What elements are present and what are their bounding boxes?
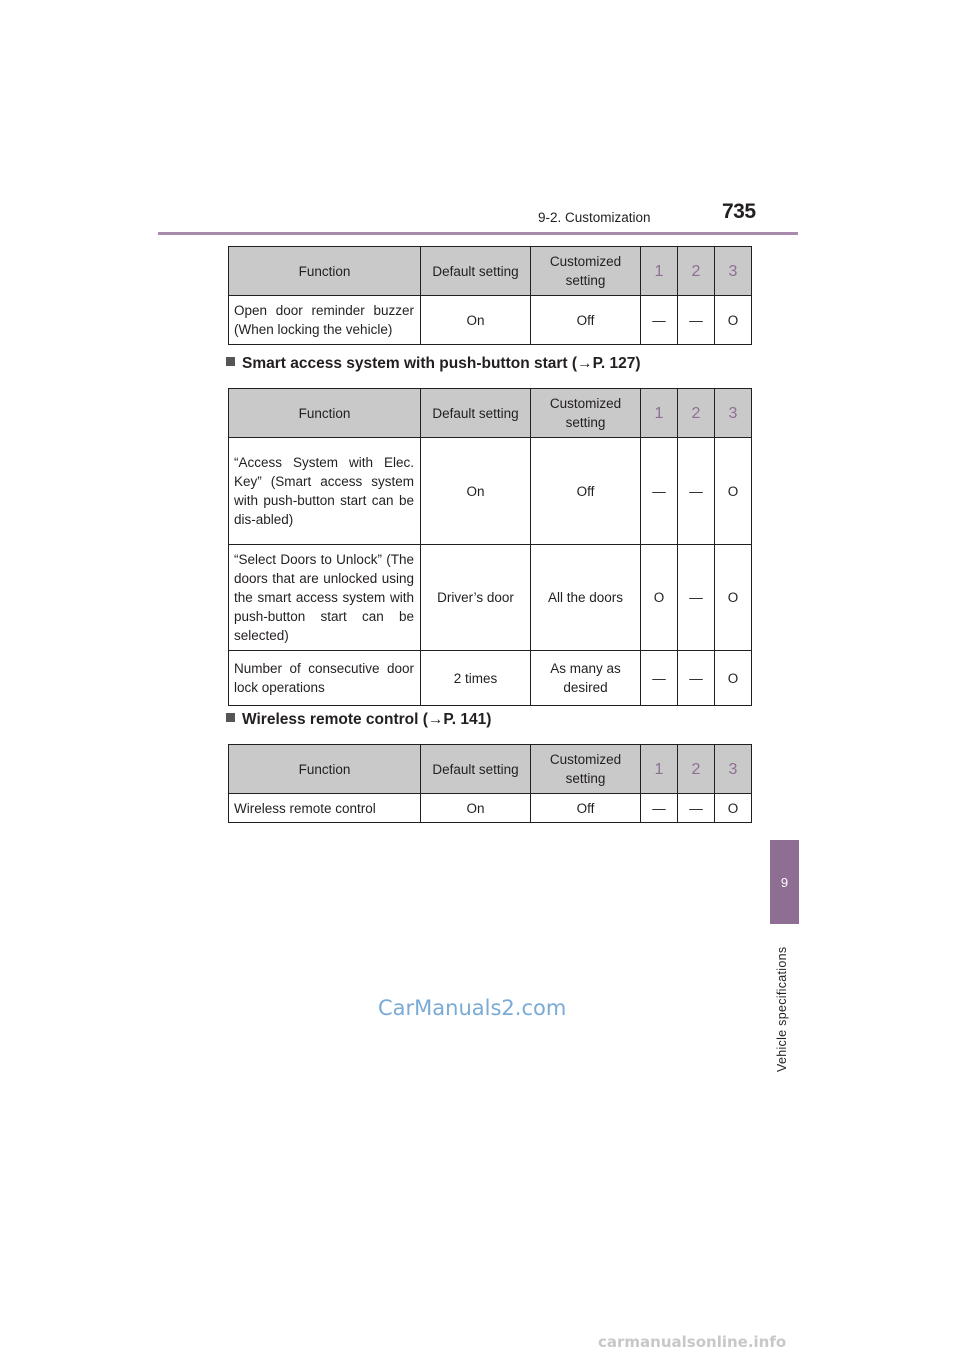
table-wireless-remote bbox=[228, 744, 752, 823]
col-2 bbox=[678, 247, 715, 296]
col-default: Default setting bbox=[421, 389, 531, 438]
circled-number-icon: 2 bbox=[691, 262, 701, 280]
cell-3: O bbox=[715, 438, 752, 545]
arrow-right-icon: → bbox=[427, 711, 444, 728]
table-header-row bbox=[229, 745, 752, 794]
col-default: Default setting bbox=[421, 745, 531, 794]
col-function: Function bbox=[229, 745, 421, 794]
cell-function: “Access System with Elec. Key” (Smart access system with push-button start can be dis-abled) bbox=[229, 438, 421, 545]
cell-2: — bbox=[678, 794, 715, 823]
table-row bbox=[229, 438, 752, 545]
col-3 bbox=[715, 389, 752, 438]
bullet-square-icon bbox=[226, 357, 235, 366]
col-2 bbox=[678, 745, 715, 794]
cell-1: — bbox=[641, 296, 678, 345]
circled-number-icon: 3 bbox=[728, 262, 738, 280]
cell-3: O bbox=[715, 296, 752, 345]
section-heading-wireless-remote: Wireless remote control (→P. 141) bbox=[226, 711, 491, 729]
cell-1: — bbox=[641, 651, 678, 706]
col-customized: Customized setting bbox=[531, 389, 641, 438]
section-title: 9-2. Customization bbox=[538, 210, 651, 225]
cell-3: O bbox=[715, 651, 752, 706]
col-3 bbox=[715, 247, 752, 296]
col-function: Function bbox=[229, 389, 421, 438]
cell-default: On bbox=[421, 296, 531, 345]
cell-2: — bbox=[678, 545, 715, 651]
col-customized: Customized setting bbox=[531, 247, 641, 296]
circled-number-icon: 3 bbox=[728, 404, 738, 422]
chapter-tab bbox=[770, 840, 799, 924]
col-default: Default setting bbox=[421, 247, 531, 296]
circled-number-icon: 3 bbox=[728, 760, 738, 778]
cell-default: Driver’s door bbox=[421, 545, 531, 651]
col-1 bbox=[641, 389, 678, 438]
bullet-square-icon bbox=[226, 713, 235, 722]
table-row bbox=[229, 296, 752, 345]
cell-customized: As many as desired bbox=[531, 651, 641, 706]
col-customized: Customized setting bbox=[531, 745, 641, 794]
cell-1: — bbox=[641, 438, 678, 545]
cell-function: Open door reminder buzzer (When locking the vehicle) bbox=[229, 296, 421, 345]
cell-function: Number of consecutive door lock operations bbox=[229, 651, 421, 706]
cell-2: — bbox=[678, 438, 715, 545]
header-rule bbox=[158, 232, 798, 235]
cell-2: — bbox=[678, 651, 715, 706]
circled-number-icon: 2 bbox=[691, 760, 701, 778]
cell-1: O bbox=[641, 545, 678, 651]
table-header-row bbox=[229, 247, 752, 296]
table-header-row bbox=[229, 389, 752, 438]
col-2 bbox=[678, 389, 715, 438]
col-3 bbox=[715, 745, 752, 794]
col-1 bbox=[641, 745, 678, 794]
chapter-number: 9 bbox=[780, 874, 789, 890]
circled-number-icon: 2 bbox=[691, 404, 701, 422]
cell-default: 2 times bbox=[421, 651, 531, 706]
table-open-door-reminder bbox=[228, 246, 752, 345]
cell-1: — bbox=[641, 794, 678, 823]
cell-function: “Select Doors to Unlock” (The doors that are unlocked using the smart access system with push-button start can be selected) bbox=[229, 545, 421, 651]
cell-customized: Off bbox=[531, 794, 641, 823]
circled-number-icon: 1 bbox=[654, 404, 664, 422]
table-row bbox=[229, 545, 752, 651]
col-1 bbox=[641, 247, 678, 296]
cell-customized: Off bbox=[531, 438, 641, 545]
footer-watermark: carmanualsonline.info bbox=[598, 1333, 787, 1351]
watermark-text: CarManuals2.com bbox=[378, 996, 567, 1020]
table-smart-access bbox=[228, 388, 752, 706]
page-number: 735 bbox=[722, 200, 756, 223]
cell-function: Wireless remote control bbox=[229, 794, 421, 823]
chapter-label: Vehicle specifications bbox=[775, 946, 789, 1072]
cell-customized: Off bbox=[531, 296, 641, 345]
cell-default: On bbox=[421, 438, 531, 545]
cell-2: — bbox=[678, 296, 715, 345]
section-heading-smart-access: Smart access system with push-button start (→P. 127) bbox=[226, 355, 641, 373]
page-ref: P. 127) bbox=[592, 355, 641, 372]
circled-number-icon: 1 bbox=[654, 262, 664, 280]
table-row bbox=[229, 794, 752, 823]
cell-3: O bbox=[715, 794, 752, 823]
cell-3: O bbox=[715, 545, 752, 651]
cell-customized: All the doors bbox=[531, 545, 641, 651]
table-row bbox=[229, 651, 752, 706]
circled-number-icon: 1 bbox=[654, 760, 664, 778]
page-ref: P. 141) bbox=[443, 711, 492, 728]
arrow-right-icon: → bbox=[577, 355, 593, 372]
col-function: Function bbox=[229, 247, 421, 296]
cell-default: On bbox=[421, 794, 531, 823]
